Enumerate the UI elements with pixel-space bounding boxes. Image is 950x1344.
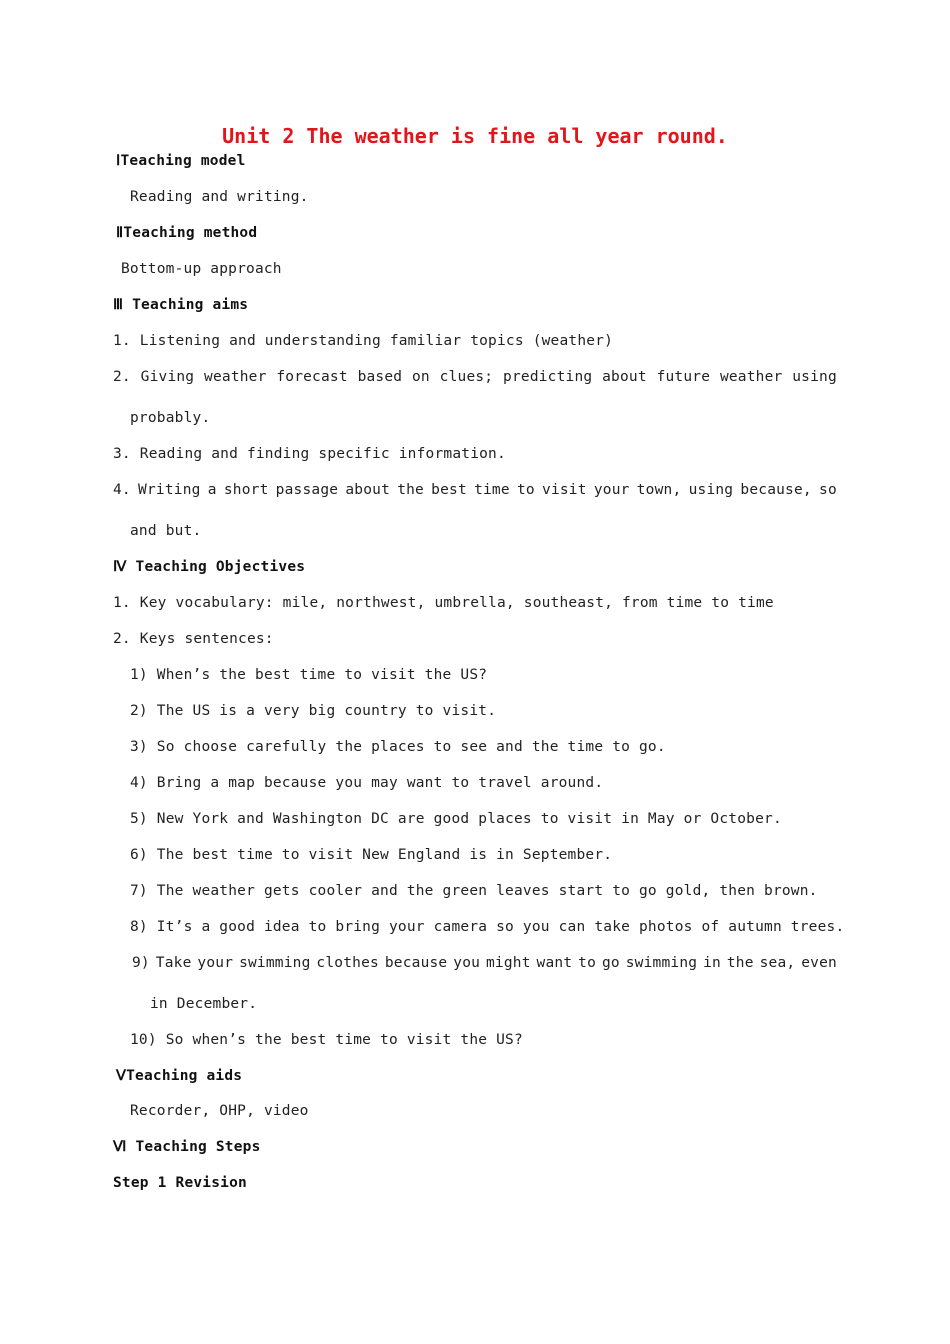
word: best [431,482,467,498]
word: town, [636,482,682,498]
word: forecast [276,369,348,385]
key-sentence-1: 1) When’s the best time to visit the US? [130,667,488,683]
word: swimming [239,955,311,971]
aim-item-4-continued: and but. [130,523,202,539]
word: swimming [625,955,698,971]
section-heading-teaching-steps: Ⅵ Teaching Steps [113,1139,261,1155]
word: using [688,482,734,498]
word: the [726,955,754,971]
aim-item-4 [113,482,837,498]
word: to [578,955,597,971]
key-sentences-label: 2. Keys sentences: [113,631,274,647]
word: even [801,955,837,971]
key-sentence-2: 2) The US is a very big country to visit. [130,703,497,719]
word: your [197,955,234,971]
word: passage [275,482,339,498]
teaching-model-text: Reading and writing. [130,189,309,205]
word: Take [155,955,192,971]
word: so [819,482,837,498]
word: because, [740,482,812,498]
key-sentence-7: 7) The weather gets cooler and the green leaves start to go gold, then brown. [130,883,818,899]
word: about [602,369,647,385]
word: about [345,482,391,498]
word: go [601,955,620,971]
section-heading-teaching-objectives: Ⅳ Teaching Objectives [113,559,306,575]
word: short [223,482,269,498]
word: on [412,369,430,385]
key-sentence-6: 6) The best time to visit New England is in September. [130,847,613,863]
section-heading-teaching-aids: ⅤTeaching aids [116,1068,243,1084]
word: to [516,482,535,498]
section-heading-teaching-model: ⅠTeaching model [116,153,246,169]
word: predicting [503,369,593,385]
word: clues; [439,369,494,385]
document-title: Unit 2 The weather is fine all year round. [222,124,728,148]
word: time [474,482,510,498]
word: the [397,482,424,498]
word: might [485,955,531,971]
word: Giving [140,369,195,385]
key-sentence-8: 8) It’s a good idea to bring your camera so you can take photos of autumn trees. [130,919,845,935]
aim-item-2-continued: probably. [130,410,211,426]
word: sea, [759,955,796,971]
word: weather [719,369,783,385]
aim-item-1: 1. Listening and understanding familiar topics (weather) [113,333,614,349]
teaching-aids-text: Recorder, OHP, video [130,1103,309,1119]
aim-item-3: 3. Reading and finding specific information. [113,446,506,462]
word: your [593,482,630,498]
word: a [207,482,217,498]
word: because [384,955,448,971]
word: weather [204,369,267,385]
word: you [453,955,481,971]
key-sentence-3: 3) So choose carefully the places to see and the time to go. [130,739,666,755]
word: clothes [316,955,379,971]
word: based [357,369,403,385]
word: future [656,369,711,385]
word: visit [542,482,587,498]
key-sentence-9 [132,955,837,971]
section-heading-teaching-method: ⅡTeaching method [116,225,258,241]
word: using [792,369,837,385]
key-sentence-4: 4) Bring a map because you may want to travel around. [130,775,604,791]
step-1-heading: Step 1 Revision [113,1175,247,1191]
aim-item-2 [113,369,837,385]
key-vocabulary: 1. Key vocabulary: mile, northwest, umbrella, southeast, from time to time [113,595,774,611]
key-sentence-9-continued: in December. [150,996,258,1012]
word: Writing [138,482,201,498]
key-sentence-10: 10) So when’s the best time to visit the US? [130,1032,523,1048]
section-heading-teaching-aims: Ⅲ Teaching aims [113,297,249,313]
teaching-method-text: Bottom-up approach [121,261,282,277]
word: want [536,955,573,971]
word: 4. [113,482,131,498]
key-sentence-5: 5) New York and Washington DC are good places to visit in May or October. [130,811,782,827]
word: 9) [132,955,150,971]
word: in [703,955,721,971]
word: 2. [113,369,131,385]
